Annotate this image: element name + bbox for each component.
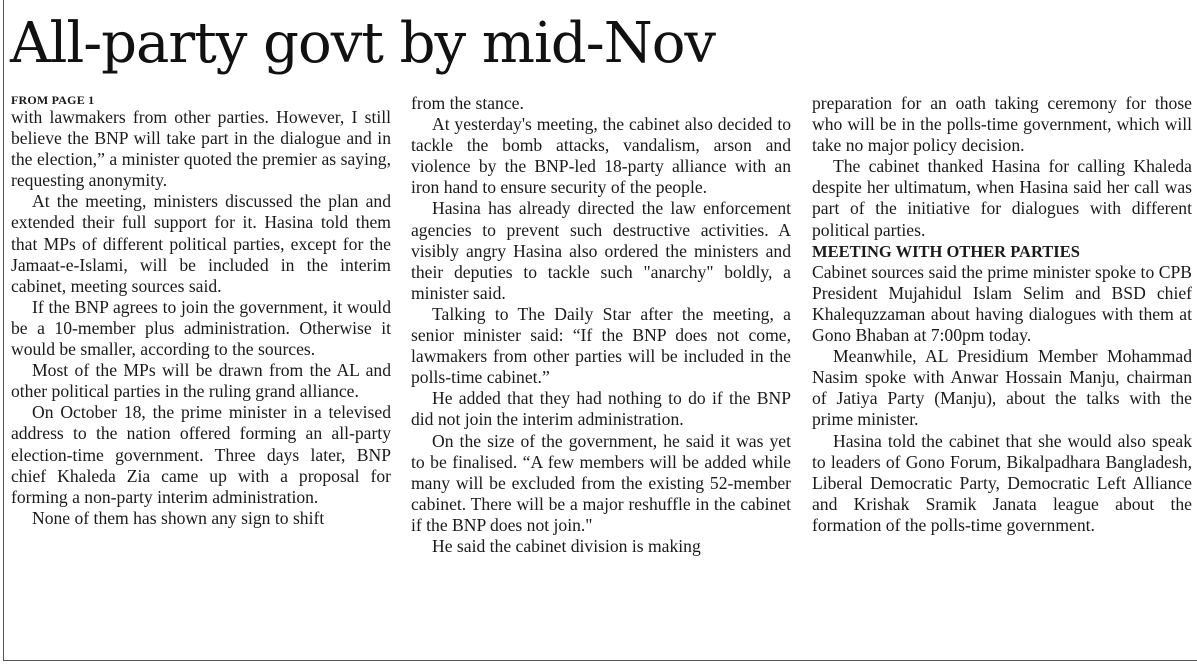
paragraph: Cabinet sources said the prime minister spoke to CPB President Mujahidul Islam Selim and BSD chief Khalequzzaman about having dialogues with them at Gono Bhaban at 7:00pm today. — [812, 261, 1192, 346]
paragraph: At yesterday's meeting, the cabinet also decided to tackle the bomb attacks, vandalism, arson and violence by the BNP-led 18-party alliance with an iron hand to ensure security of the people. — [411, 114, 791, 198]
paragraph: None of them has shown any sign to shift — [32, 507, 325, 528]
paragraph: On the size of the government, he said it was yet to be finalised. “A few members will be added while many will be excluded from the existing 52-member cabinet. There will be a major reshuffle in the cabinet if the BNP does not join." — [411, 430, 791, 535]
paragraph: Talking to The Daily Star after the meeting, a senior minister said: “If the BNP does not come, lawmakers from other parties will be included in the polls-time cabinet.” — [411, 303, 791, 388]
paragraph: from the stance. — [411, 93, 524, 113]
paragraph: If the BNP agrees to join the government, it would be a 10-member plus administration. Otherwise it would be smaller, according to the sources. — [11, 296, 391, 360]
paragraph: Hasina told the cabinet that she would also speak to leaders of Gono Forum, Bikalpadhara Bangladesh, Liberal Democratic Party, Democratic Left Alliance and Krishak Sramik Janata league about the formation of the polls-time government. — [812, 430, 1192, 535]
paragraph: preparation for an oath taking ceremony for those who will be in the polls-time government, which will take no major policy decision. — [812, 93, 1192, 156]
article-column-3 — [812, 93, 1192, 536]
paragraph: He said the cabinet division is making — [432, 535, 701, 556]
paragraph: Meanwhile, AL Presidium Member Mohammad Nasim spoke with Anwar Hossain Manju, chairman of Jatiya Party (Manju), about the talks with the prime minister. — [812, 346, 1192, 430]
article-column-1 — [11, 93, 391, 529]
subheading: MEETING WITH OTHER PARTIES — [812, 241, 1080, 261]
paragraph: He added that they had nothing to do if the BNP did not join the interim administration. — [411, 388, 791, 430]
left-border-rule — [3, 0, 4, 660]
bottom-border-rule — [3, 660, 1197, 661]
paragraph: Most of the MPs will be drawn from the AL and other political parties in the ruling grand alliance. — [11, 360, 391, 402]
headline: All-party govt by mid-Nov — [10, 11, 716, 76]
paragraph: with lawmakers from other parties. However, I still believe the BNP will take part in the dialogue and in the election,” a minister quoted the premier as saying, requesting anonymity. — [11, 107, 391, 191]
paragraph: At the meeting, ministers discussed the plan and extended their full support for it. Hasina told them that MPs of different political parties, except for the Jamaat-e-Islami, will be included in the interim cabinet, meeting sources said. — [11, 191, 391, 296]
jump-line: FROM PAGE 1 — [11, 93, 95, 107]
paragraph: On October 18, the prime minister in a televised address to the nation offered forming an all-party election-time government. Three days later, BNP chief Khaleda Zia came up with a proposal for forming a non-party interim administration. — [11, 402, 391, 507]
paragraph: The cabinet thanked Hasina for calling Khaleda despite her ultimatum, when Hasina said her call was part of the initiative for dialogues with different political parties. — [812, 156, 1192, 240]
paragraph: Hasina has already directed the law enforcement agencies to prevent such destructive activities. A visibly angry Hasina also ordered the ministers and their deputies to tackle such "anarchy" boldly, a minister said. — [411, 198, 791, 303]
article-column-2 — [411, 93, 791, 557]
